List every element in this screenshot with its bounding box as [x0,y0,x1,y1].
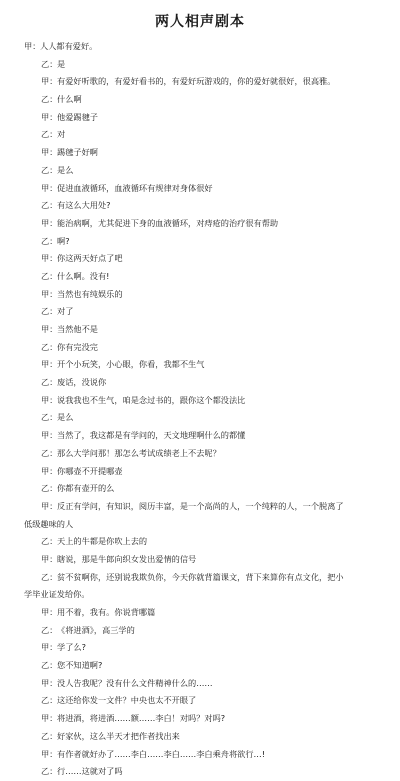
line-text: 您不知道啊? [57,660,103,671]
dialogue-line [0,746,400,764]
speaker-label: 乙： [41,412,58,423]
line-text: 有作者就好办了……李白……李白……李白乘舟将欲行…! [57,748,265,759]
document-title: 两人相声剧本 [155,14,245,30]
dialogue-line [0,356,400,374]
dialogue-line [0,233,400,251]
dialogue-line [0,392,400,410]
line-text: 行……这就对了吗 [57,766,123,777]
dialogue-line [0,126,400,144]
dialogue-line [0,56,400,74]
dialogue-line [0,728,400,746]
speaker-label: 甲： [41,394,58,405]
line-text: 那么大学问那！那怎么考试成绩老上不去呢？ [57,447,221,458]
dialogue-line [0,692,400,710]
line-text: 用不着，我有。你说背哪篇 [57,607,156,617]
dialogue-line [0,533,400,551]
dialogue-line [0,339,400,357]
dialogue-line [0,480,400,498]
dialogue-line [0,180,400,198]
speaker-label: 甲： [41,748,58,759]
line-text: 学了么? [57,642,86,653]
dialogue-line [0,586,400,604]
speaker-label: 甲： [41,147,58,158]
line-text: 是么 [57,412,74,423]
continuation-text: 低级趣味的人 [24,518,74,529]
line-text: 什么啊。没有! [57,270,110,281]
line-text: 当然他不是 [57,324,98,334]
speaker-label: 乙： [41,129,58,140]
dialogue-line [0,710,400,728]
dialogue-line [0,73,400,91]
line-text: 反正有学问，有知识，阅历丰富，是一个高尚的人，一个纯粹的人，一个脱离了 [57,500,344,511]
speaker-label: 乙： [41,306,58,317]
dialogue-lines [0,38,400,781]
speaker-label: 甲： [41,253,58,264]
line-text: 有爱好听歌的，有爱好看书的，有爱好玩游戏的，你的爱好就很好，很高雅。 [57,76,336,87]
speaker-label: 乙： [41,483,58,494]
speaker-label: 甲： [24,41,41,51]
speaker-label: 乙： [41,624,58,635]
line-text: 有这么大用处? [57,200,111,211]
speaker-label: 甲： [41,111,58,122]
speaker-label: 甲： [41,182,58,193]
line-text: 促进血液循环，血液循环有规律对身体很好 [57,182,213,193]
dialogue-line [0,215,400,233]
dialogue-line [0,639,400,657]
dialogue-line [0,516,400,534]
line-text: 你这两天好点了吧 [57,253,123,264]
line-text: 贫不贫啊你，还别说我欺负你，今天你就背篇课文，背下来算你有点文化，把小 [57,571,344,582]
line-text: 你都有壶开的么 [57,483,115,494]
line-text: 《将进酒》，高三学的 [57,624,135,635]
speaker-label: 乙： [41,235,58,246]
line-text: 你有完没完 [57,341,98,352]
speaker-label: 甲： [41,677,58,688]
speaker-label: 乙： [41,766,58,777]
speaker-label: 甲： [41,324,58,334]
line-text: 他爱踢毽子 [57,111,98,122]
speaker-label: 甲： [41,359,58,370]
line-text: 能治病啊，尤其促进下身的血液循环，对痔疮的治疗很有帮助 [57,217,279,228]
line-text: 什么啊 [57,94,82,105]
dialogue-line [0,162,400,180]
dialogue-line [0,250,400,268]
line-text: 废话，没说你 [57,377,107,388]
dialogue-line [0,622,400,640]
dialogue-line [0,569,400,587]
dialogue-line [0,763,400,781]
speaker-label: 乙： [41,695,58,706]
line-text: 踢毽子好啊 [57,147,98,158]
line-text: 当然了，我这都是有学问的，天文地理啊什么的都懂 [57,430,246,441]
line-text: 对了 [57,306,74,317]
dialogue-line [0,197,400,215]
dialogue-line [0,498,400,516]
line-text: 没人告我呢？没有什么文件精神什么的…… [57,677,213,688]
line-text: 是么 [57,164,74,175]
dialogue-line [0,286,400,304]
line-text: 是 [57,58,66,69]
dialogue-line [0,268,400,286]
dialogue-line [0,604,400,622]
line-text: 开个小玩笑，小心眼，你看，我都不生气 [57,359,205,370]
speaker-label: 甲： [41,288,58,299]
line-text: 你哪壶不开提哪壶 [57,465,123,476]
speaker-label: 乙： [41,660,58,671]
speaker-label: 甲： [41,430,58,441]
speaker-label: 甲： [41,553,58,564]
dialogue-line [0,551,400,569]
speaker-label: 乙： [41,164,58,175]
speaker-label: 乙： [41,447,58,458]
speaker-label: 乙： [41,200,58,211]
line-text: 当然也有纯娱乐的 [57,288,123,299]
dialogue-line [0,109,400,127]
dialogue-line [0,675,400,693]
speaker-label: 甲： [41,465,58,476]
dialogue-line [0,463,400,481]
line-text: 好家伙，这么半天才把作者找出来 [57,730,180,741]
line-text: 说我我也不生气，咱是念过书的，跟你这个都没法比 [57,394,246,405]
speaker-label: 甲： [41,642,58,653]
dialogue-line [0,144,400,162]
dialogue-line [0,427,400,445]
line-text: 瞎说，那是牛郎向织女发出爱情的信号 [57,553,197,564]
dialogue-line [0,303,400,321]
continuation-text: 学毕业证发给你。 [24,589,90,600]
line-text: 对 [57,129,66,140]
dialogue-line [0,91,400,109]
line-text: 人人都有爱好。 [40,41,98,51]
dialogue-line [0,374,400,392]
speaker-label: 乙： [41,571,58,582]
speaker-label: 乙： [41,730,58,741]
dialogue-line [0,321,400,339]
line-text: 啊? [57,235,70,246]
speaker-label: 乙： [41,270,58,281]
speaker-label: 甲： [41,76,58,87]
speaker-label: 甲： [41,713,58,724]
speaker-label: 甲： [41,217,58,228]
speaker-label: 乙： [41,94,58,105]
dialogue-line [0,409,400,427]
speaker-label: 甲： [41,607,58,617]
speaker-label: 乙： [41,341,58,352]
line-text: 这还给你发一文件？中央也太不开眼了 [57,695,197,706]
speaker-label: 乙： [41,377,58,388]
line-text: 天上的牛都是你吹上去的 [57,536,148,547]
speaker-label: 乙： [41,536,58,547]
dialogue-line [0,38,400,56]
dialogue-line [0,657,400,675]
speaker-label: 乙： [41,58,58,69]
speaker-label: 甲： [41,500,58,511]
line-text: 将进酒，将进酒……额……李白！对吗？对吗? [57,713,226,724]
dialogue-line [0,445,400,463]
